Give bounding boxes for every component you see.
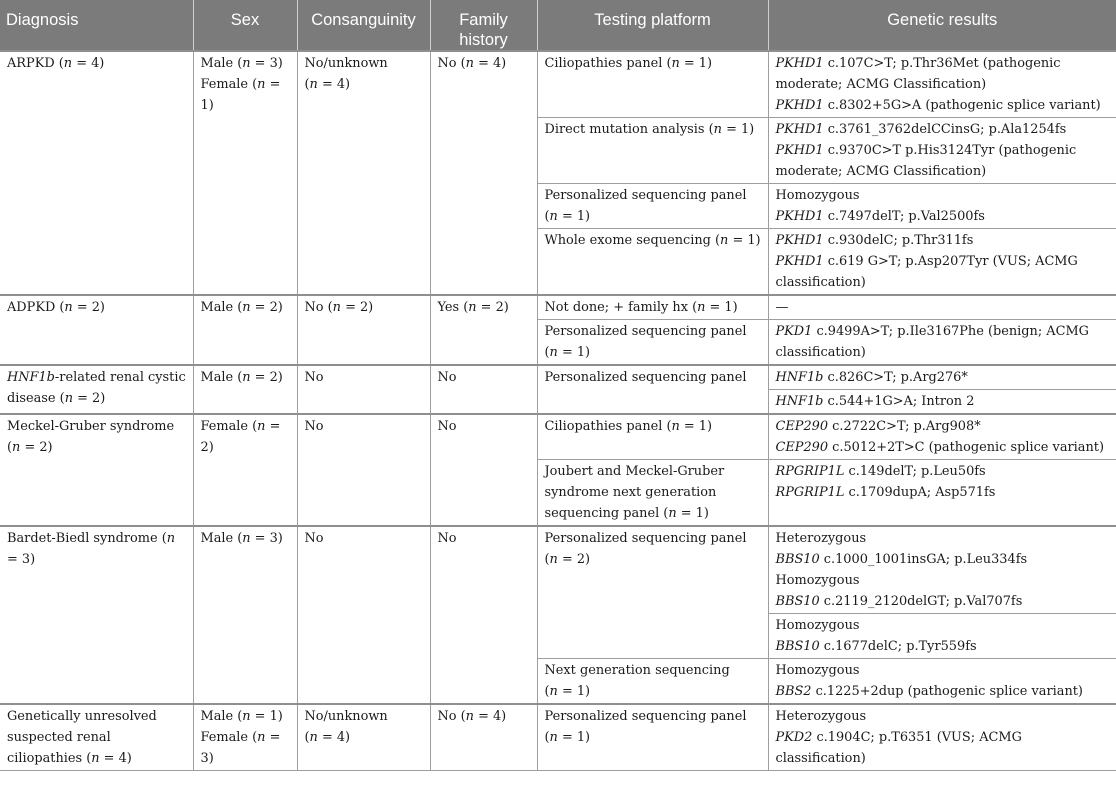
family-history-cell: No bbox=[430, 526, 537, 704]
diagnosis-cell: HNF1b-related renal cystic disease (n = 2) bbox=[0, 365, 193, 414]
results-cell: Homozygous PKHD1 c.7497delT; p.Val2500fs bbox=[768, 184, 1116, 229]
diagnosis-cell: Genetically unresolved suspected renal ciliopathies (n = 4) bbox=[0, 704, 193, 771]
diagnosis-cell: Meckel-Gruber syndrome (n = 2) bbox=[0, 414, 193, 526]
consanguinity-cell: No (n = 2) bbox=[297, 295, 430, 365]
sex-cell: Male (n = 1) Female (n = 3) bbox=[193, 704, 297, 771]
consanguinity-cell: No bbox=[297, 414, 430, 526]
platform-cell: Personalized sequencing panel bbox=[537, 365, 768, 414]
sex-cell: Male (n = 3) bbox=[193, 526, 297, 704]
table-row bbox=[0, 51, 1116, 118]
sex-cell: Female (n = 2) bbox=[193, 414, 297, 526]
header-row bbox=[0, 0, 1116, 51]
platform-cell: Not done; + family hx (n = 1) bbox=[537, 295, 768, 320]
family-history-cell: No (n = 4) bbox=[430, 51, 537, 295]
platform-cell: Ciliopathies panel (n = 1) bbox=[537, 51, 768, 118]
platform-cell: Personalized sequencing panel (n = 1) bbox=[537, 320, 768, 366]
results-cell: — bbox=[768, 295, 1116, 320]
results-cell: Homozygous BBS10 c.1677delC; p.Tyr559fs bbox=[768, 614, 1116, 659]
platform-cell: Personalized sequencing panel (n = 2) bbox=[537, 526, 768, 659]
table-row bbox=[0, 526, 1116, 614]
table-row bbox=[0, 704, 1116, 771]
results-cell: RPGRIP1L c.149delT; p.Leu50fs RPGRIP1L c.1709dupA; Asp571fs bbox=[768, 460, 1116, 527]
platform-cell: Next generation sequencing (n = 1) bbox=[537, 659, 768, 705]
results-cell: PKD1 c.9499A>T; p.Ile3167Phe (benign; ACMG classification) bbox=[768, 320, 1116, 366]
table-row bbox=[0, 365, 1116, 390]
results-cell: HNF1b c.544+1G>A; Intron 2 bbox=[768, 390, 1116, 415]
results-cell: Heterozygous PKD2 c.1904C; p.T6351 (VUS; ACMG classification) bbox=[768, 704, 1116, 771]
sex-cell: Male (n = 3) Female (n = 1) bbox=[193, 51, 297, 295]
header-genetic-results: Genetic results bbox=[768, 0, 1116, 51]
diagnosis-cell: ADPKD (n = 2) bbox=[0, 295, 193, 365]
header-consanguinity: Consanguinity bbox=[297, 0, 430, 51]
platform-cell: Joubert and Meckel-Gruber syndrome next generation sequencing panel (n = 1) bbox=[537, 460, 768, 527]
header-diagnosis: Diagnosis bbox=[0, 0, 193, 51]
family-history-cell: No (n = 4) bbox=[430, 704, 537, 771]
table-row bbox=[0, 295, 1116, 320]
results-cell: PKHD1 c.930delC; p.Thr311fs PKHD1 c.619 G>T; p.Asp207Tyr (VUS; ACMG classification) bbox=[768, 229, 1116, 296]
results-cell: CEP290 c.2722C>T; p.Arg908* CEP290 c.5012+2T>C (pathogenic splice variant) bbox=[768, 414, 1116, 460]
table-row bbox=[0, 414, 1116, 460]
diagnosis-cell: ARPKD (n = 4) bbox=[0, 51, 193, 295]
sex-cell: Male (n = 2) bbox=[193, 295, 297, 365]
diagnosis-cell: Bardet-Biedl syndrome (n = 3) bbox=[0, 526, 193, 704]
platform-cell: Ciliopathies panel (n = 1) bbox=[537, 414, 768, 460]
platform-cell: Personalized sequencing panel (n = 1) bbox=[537, 184, 768, 229]
header-family-history: Family history bbox=[430, 0, 537, 51]
family-history-cell: Yes (n = 2) bbox=[430, 295, 537, 365]
header-sex: Sex bbox=[193, 0, 297, 51]
results-cell: PKHD1 c.3761_3762delCCinsG; p.Ala1254fs PKHD1 c.9370C>T p.His3124Tyr (pathogenic moderate; ACMG Classification) bbox=[768, 118, 1116, 184]
consanguinity-cell: No/unknown (n = 4) bbox=[297, 51, 430, 295]
results-cell: PKHD1 c.107C>T; p.Thr36Met (pathogenic moderate; ACMG Classification) PKHD1 c.8302+5G>A (pathogenic splice variant) bbox=[768, 51, 1116, 118]
family-history-cell: No bbox=[430, 414, 537, 526]
platform-cell: Whole exome sequencing (n = 1) bbox=[537, 229, 768, 296]
consanguinity-cell: No bbox=[297, 365, 430, 414]
consanguinity-cell: No bbox=[297, 526, 430, 704]
sex-cell: Male (n = 2) bbox=[193, 365, 297, 414]
results-cell: Homozygous BBS2 c.1225+2dup (pathogenic splice variant) bbox=[768, 659, 1116, 705]
family-history-cell: No bbox=[430, 365, 537, 414]
header-testing-platform: Testing platform bbox=[537, 0, 768, 51]
results-cell: HNF1b c.826C>T; p.Arg276* bbox=[768, 365, 1116, 390]
results-cell: Heterozygous BBS10 c.1000_1001insGA; p.Leu334fs Homozygous BBS10 c.2119_2120delGT; p.Val707fs bbox=[768, 526, 1116, 614]
platform-cell: Personalized sequencing panel (n = 1) bbox=[537, 704, 768, 771]
platform-cell: Direct mutation analysis (n = 1) bbox=[537, 118, 768, 184]
consanguinity-cell: No/unknown (n = 4) bbox=[297, 704, 430, 771]
